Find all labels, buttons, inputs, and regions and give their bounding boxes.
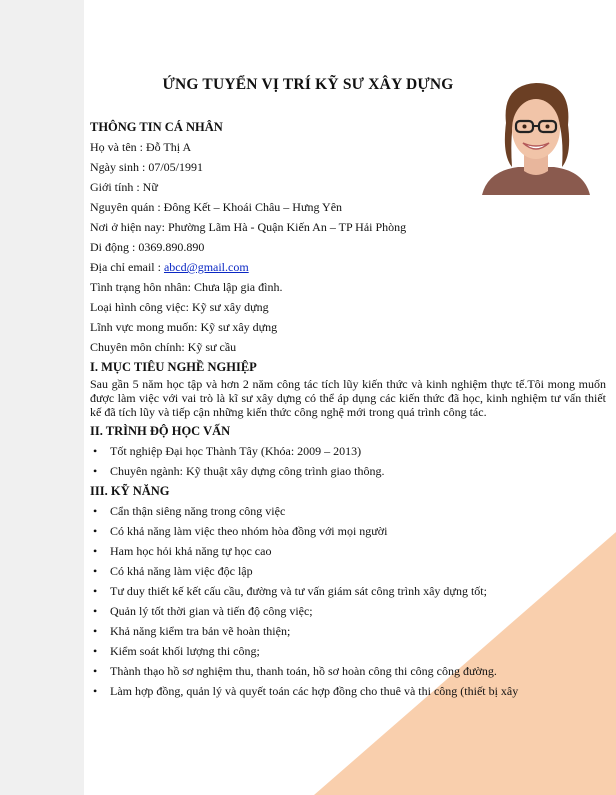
main-specialty: Chuyên môn chính: Kỹ sư cầu <box>90 340 237 354</box>
list-item: • Ham học hỏi khả năng tự học cao <box>90 541 606 561</box>
list-item: • Có khả năng làm việc độc lập <box>90 561 606 581</box>
list-item: • Cẩn thận siêng năng trong công việc <box>90 501 606 521</box>
list-item: • Tốt nghiệp Đại học Thành Tây (Khóa: 2009 – 2013) <box>90 441 606 461</box>
list-item: • Có khả năng làm việc theo nhóm hòa đồng với mọi người <box>90 521 606 541</box>
gender: Giới tính : Nữ <box>90 180 158 194</box>
list-item: • Chuyên ngành: Kỹ thuật xây dựng công trình giao thông. <box>90 461 606 481</box>
resume-body <box>90 117 606 701</box>
list-item: • Khả năng kiểm tra bản vẽ hoàn thiện; <box>90 621 606 641</box>
hometown: Nguyên quán : Đông Kết – Khoái Châu – Hưng Yên <box>90 200 343 214</box>
education-list <box>90 441 606 481</box>
objective-heading: I. MỤC TIÊU NGHỀ NGHIỆP <box>90 360 257 374</box>
email-row <box>90 257 606 277</box>
current-address: Nơi ở hiện nay: Phường Lãm Hà - Quận Kiến An – TP Hải Phòng <box>90 220 407 234</box>
marital-status: Tình trạng hôn nhân: Chưa lập gia đình. <box>90 280 283 294</box>
email-link[interactable]: abcd@gmail.com <box>163 260 249 274</box>
list-item: • Thành thạo hồ sơ nghiệm thu, thanh toán, hồ sơ hoàn công thi công công đường. <box>90 661 606 681</box>
skills-list <box>90 501 606 701</box>
list-item: • Làm hợp đồng, quản lý và quyết toán các hợp đồng cho thuê và thi công (thiết bị xây <box>90 681 606 701</box>
phone-number: Di động : 0369.890.890 <box>90 240 205 254</box>
education-heading: II. TRÌNH ĐỘ HỌC VẤN <box>90 424 231 438</box>
date-of-birth: Ngày sinh : 07/05/1991 <box>90 160 203 174</box>
page-title: ỨNG TUYỂN VỊ TRÍ KỸ SƯ XÂY DỰNG <box>162 76 454 93</box>
full-name: Họ và tên : Đỗ Thị A <box>90 140 192 154</box>
objective-text: Sau gần 5 năm học tập và hơn 2 năm công tác tích lũy kiến thức và kinh nghiệm thực tế.Tôi mong muốn được làm việc với vai trò là kĩ sư xây dựng có thể áp dụng các kiến thức đã học, kinh nghiệm tư vấn thiết kế đã tích lũy và tiếp cận những kiến thức công nghệ mới trong quá trình công tác. <box>90 377 606 419</box>
list-item: • Quản lý tốt thời gian và tiến độ công việc; <box>90 601 606 621</box>
list-item: • Kiểm soát khối lượng thi công; <box>90 641 606 661</box>
personal-info-heading: THÔNG TIN CÁ NHÂN <box>90 120 223 134</box>
list-item: • Tư duy thiết kế kết cấu cầu, đường và tư vấn giám sát công trình xây dựng tốt; <box>90 581 606 601</box>
desired-field: Lĩnh vực mong muốn: Kỹ sư xây dựng <box>90 320 278 334</box>
left-margin-gutter <box>0 0 84 795</box>
document-page <box>84 0 616 795</box>
email-label: Địa chỉ email : <box>90 260 164 274</box>
skills-heading: III. KỸ NĂNG <box>90 484 170 498</box>
job-type: Loại hình công việc: Kỹ sư xây dựng <box>90 300 269 314</box>
